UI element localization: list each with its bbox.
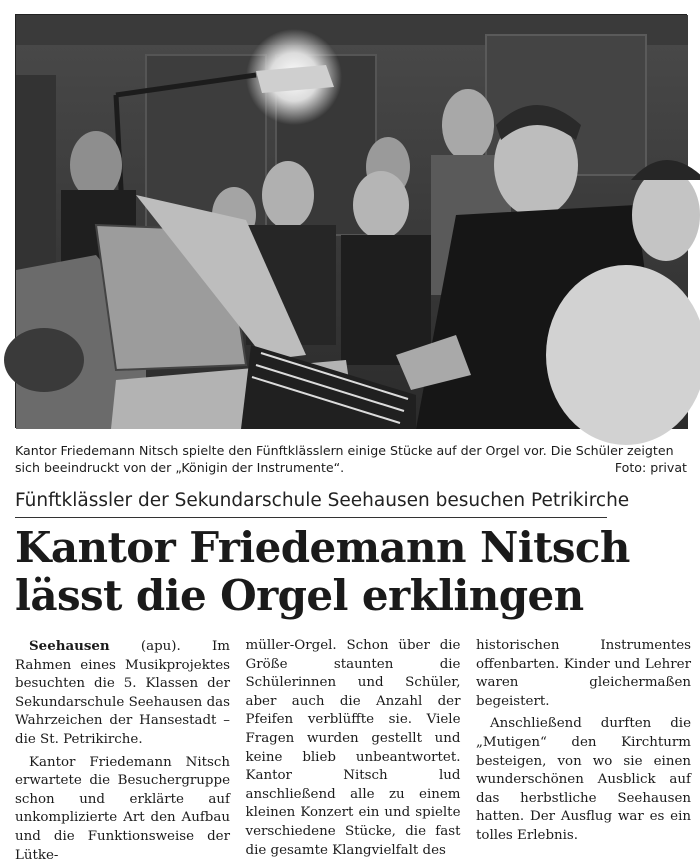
headline-line-2: lässt die Orgel erklingen (15, 571, 584, 620)
article-kicker: Fünftklässler der Sekundarschule Seehausen besuchen Petrikirche (15, 487, 607, 518)
article-body (15, 637, 691, 863)
paragraph (15, 637, 230, 750)
photo-organ-children (16, 15, 688, 429)
headline-line-1: Kantor Friedemann Nitsch (15, 523, 630, 572)
caption-line-2: sich beeindruckt von der „Königin der Instrumente“. (15, 460, 345, 475)
article-photo (15, 14, 687, 428)
photo-caption (15, 442, 687, 476)
paragraph: Anschließend durften die „Mutigen“ den Kirchturm besteigen, von wo sie einen wunderschönen Ausblick auf das herbstliche Seehausen hatten. Der Ausflug war es ein tolles Erlebnis. (476, 716, 691, 843)
caption-line-1: Kantor Friedemann Nitsch spielte den Fünftklässlern einige Stücke auf der Orgel vor. Die Schüler zeigten (15, 443, 674, 458)
article-column-2 (245, 637, 461, 858)
article-column-1 (15, 637, 230, 863)
paragraph-text: (apu). Im Rahmen eines Musikprojektes besuchten die 5. Klassen der Sekundarschule Seehausen das Wahrzeichen der Hansestadt – die St. Petrikirche. (15, 639, 230, 747)
paragraph: Kantor Friedemann Nitsch erwartete die Besuchergruppe schon und erklärte auf unkomplizierte Art den Aufbau und die Funktionsweise der Lütke- (15, 754, 230, 863)
dateline: Seehausen (29, 638, 110, 654)
paragraph: müller-Orgel. Schon über die Größe staunten die Schülerinnen und Schüler, aber auch die Anzahl der Pfeifen verblüffte sie. Viele Fragen wurden gestellt und keine blieb unbeantwortet. Kantor Nitsch lud anschließend alle zu einem kleinen Konzert ein und spielte verschiedene Stücke, die fast die gesamte Klangvielfalt des (245, 638, 461, 858)
paragraph: historischen Instrumentes offenbarten. Kinder und Lehrer waren gleichermaßen begeistert. (476, 638, 691, 709)
photo-credit: Foto: privat (614, 460, 687, 475)
article-headline (15, 524, 695, 620)
article-column-3 (476, 637, 691, 843)
